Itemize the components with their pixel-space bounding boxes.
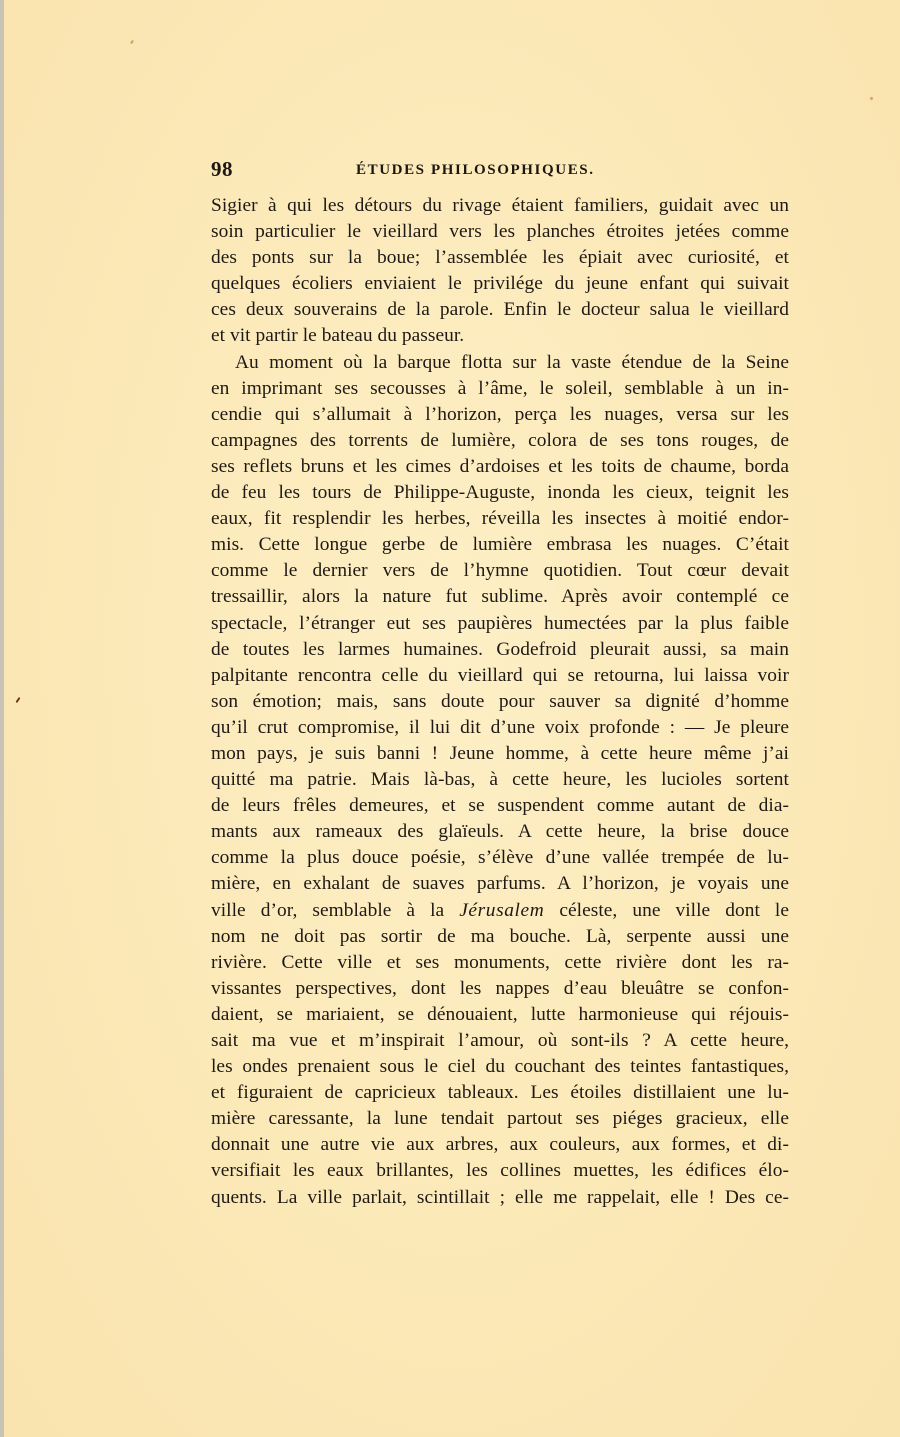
text-line xyxy=(211,454,789,480)
paper-speck xyxy=(130,40,134,44)
text-line xyxy=(211,611,789,637)
text-line xyxy=(211,428,789,454)
text-segment: céleste, une ville dont le xyxy=(544,899,789,921)
text-segment: ville d’or, semblable à la xyxy=(211,899,460,921)
text-line xyxy=(211,637,789,663)
text-line xyxy=(211,689,789,715)
text-line xyxy=(211,271,789,297)
text-line xyxy=(211,1054,789,1080)
text-line xyxy=(211,1028,789,1054)
text-line xyxy=(211,193,789,219)
text-line xyxy=(211,950,789,976)
body-text xyxy=(211,193,789,1211)
page-header xyxy=(211,157,789,187)
text-line xyxy=(211,1158,789,1184)
text-line xyxy=(211,845,789,871)
text-line xyxy=(211,1002,789,1028)
text-segment: des ponts sur la boue; l’assemblée les épiait avec curiosité, et xyxy=(211,247,789,269)
text-segment: cendie qui s’allumait à l’horizon, perça les nuages, versa sur les xyxy=(211,403,789,425)
text-line xyxy=(211,1106,789,1132)
text-segment: de toutes les larmes humaines. Godefroid pleurait aussi, sa main xyxy=(211,638,789,660)
text-line xyxy=(211,506,789,532)
text-segment: donnait une autre vie aux arbres, aux couleurs, aux formes, et di- xyxy=(211,1134,789,1156)
text-line xyxy=(211,898,789,924)
paper-speck xyxy=(15,697,20,703)
text-segment: de leurs frêles demeures, et se suspendent comme autant de dia- xyxy=(211,795,789,817)
text-segment: Au moment où la barque flotta sur la vaste étendue de la Seine xyxy=(235,351,789,373)
text-segment: versifiait les eaux brillantes, les collines muettes, les édifices élo- xyxy=(211,1160,789,1182)
text-segment: mon pays, je suis banni ! Jeune homme, à cette heure même j’ai xyxy=(211,742,789,764)
text-segment: tressaillir, alors la nature fut sublime. Après avoir contemplé ce xyxy=(211,586,789,608)
text-segment: les ondes prenaient sous le ciel du couchant des teintes fantastiques, xyxy=(211,1056,789,1078)
text-segment: et vit partir le bateau du passeur. xyxy=(211,325,465,347)
text-segment: ces deux souverains de la parole. Enfin le docteur salua le vieillard xyxy=(211,299,789,321)
text-segment: en imprimant ses secousses à l’âme, le soleil, semblable à un in- xyxy=(211,377,789,399)
text-segment: daient, se mariaient, se dénouaient, lutte harmonieuse qui réjouis- xyxy=(211,1003,789,1025)
text-line xyxy=(211,976,789,1002)
text-line xyxy=(211,715,789,741)
text-line xyxy=(211,532,789,558)
text-segment: comme le dernier vers de l’hymne quotidien. Tout cœur devait xyxy=(211,560,789,582)
text-segment: mants aux rameaux des glaïeuls. A cette heure, la brise douce xyxy=(211,821,789,843)
text-line xyxy=(211,793,789,819)
text-line xyxy=(211,1185,789,1211)
text-segment: palpitante rencontra celle du vieillard qui se retourna, lui laissa voir xyxy=(211,664,789,686)
text-segment: quitté ma patrie. Mais là-bas, à cette heure, les lucioles sortent xyxy=(211,769,789,791)
text-line xyxy=(211,741,789,767)
text-segment: comme la plus douce poésie, s’élève d’une vallée trempée de lu- xyxy=(211,847,789,869)
text-segment: Sigier à qui les détours du rivage étaient familiers, guidait avec un xyxy=(211,195,789,216)
text-segment: spectacle, l’étranger eut ses paupières humectées par la plus faible xyxy=(211,612,789,634)
text-segment: ses reflets bruns et les cimes d’ardoises et les toits de chaume, borda xyxy=(211,455,789,477)
text-segment: vissantes perspectives, dont les nappes d’eau bleuâtre se confon- xyxy=(211,977,789,999)
text-line xyxy=(211,584,789,610)
text-segment: quents. La ville parlait, scintillait ; elle me rappelait, elle ! Des ce- xyxy=(211,1186,789,1208)
text-segment: campagnes des torrents de lumière, colora de ses tons rouges, de xyxy=(211,429,789,451)
text-segment: eaux, fit resplendir les herbes, réveilla les insectes à moitié endor- xyxy=(211,508,789,530)
text-line xyxy=(211,297,789,323)
text-segment: de feu les tours de Philippe-Auguste, inonda les cieux, teignit les xyxy=(211,482,789,504)
text-segment: son émotion; mais, sans doute pour sauver sa dignité d’homme xyxy=(211,690,789,712)
text-segment: et figuraient de capricieux tableaux. Les étoiles distillaient une lu- xyxy=(211,1082,789,1104)
text-line xyxy=(211,350,789,376)
text-segment: rivière. Cette ville et ses monuments, cette rivière dont les ra- xyxy=(211,951,789,973)
text-line xyxy=(211,871,789,897)
text-segment: mière, en exhalant de suaves parfums. A l’horizon, je voyais une xyxy=(211,873,789,895)
text-line xyxy=(211,402,789,428)
page-number: 98 xyxy=(211,157,233,181)
paper-speck xyxy=(869,96,873,100)
text-segment: nom ne doit pas sortir de ma bouche. Là, serpente aussi une xyxy=(211,925,789,947)
text-line xyxy=(211,663,789,689)
text-line xyxy=(211,767,789,793)
italic-text: Jérusalem xyxy=(459,899,545,921)
text-line xyxy=(211,323,789,349)
text-line xyxy=(211,1132,789,1158)
text-line xyxy=(211,245,789,271)
text-segment: qu’il crut compromise, il lui dit d’une voix profonde : — Je pleure xyxy=(211,716,789,738)
running-title: ÉTUDES PHILOSOPHIQUES. xyxy=(356,162,595,178)
text-segment: soin particulier le vieillard vers les planches étroites jetées comme xyxy=(211,221,789,243)
text-segment: mière caressante, la lune tendait partout ses piéges gracieux, elle xyxy=(211,1108,789,1130)
text-segment: sait ma vue et m’inspirait l’amour, où sont-ils ? A cette heure, xyxy=(211,1030,789,1051)
text-line xyxy=(211,819,789,845)
text-line xyxy=(211,924,789,950)
text-line xyxy=(211,219,789,245)
text-line xyxy=(211,1080,789,1106)
text-line xyxy=(211,480,789,506)
text-line xyxy=(211,376,789,402)
text-segment: quelques écoliers enviaient le privilége du jeune enfant qui suivait xyxy=(211,273,789,295)
text-line xyxy=(211,558,789,584)
text-segment: mis. Cette longue gerbe de lumière embrasa les nuages. C’était xyxy=(211,534,789,556)
